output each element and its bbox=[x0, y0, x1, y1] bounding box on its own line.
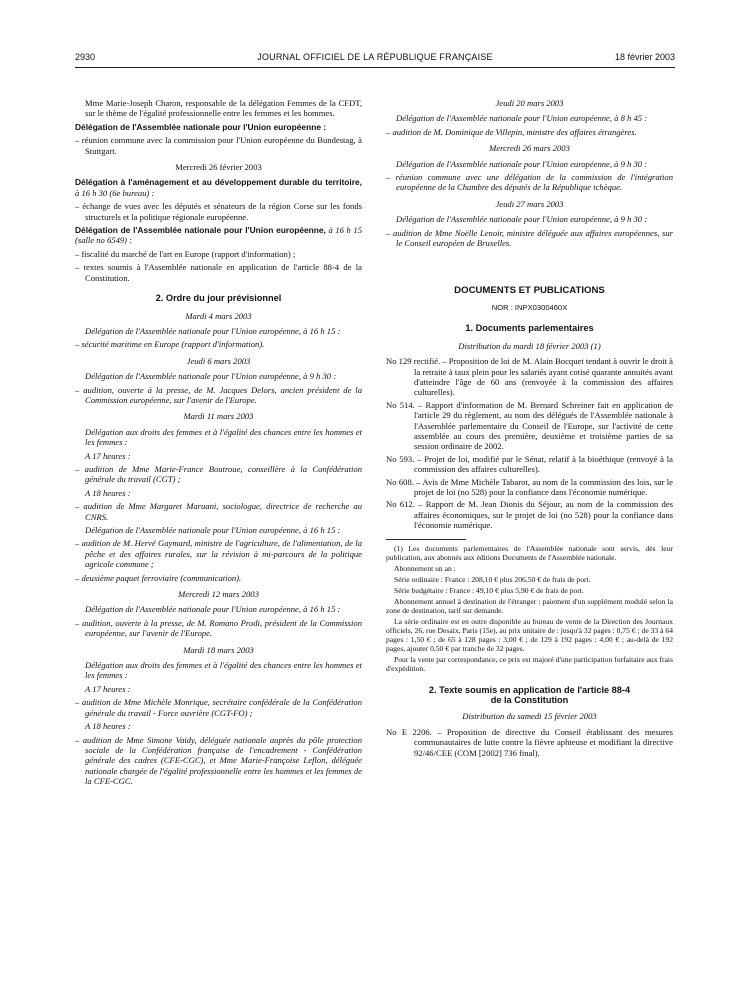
delegation-line: Délégation aux droits des femmes et à l'égalité des chances entre les hommes et les femmes : bbox=[85, 660, 362, 681]
agenda-item: – audition de M. Dominique de Villepin, ministre des affaires étrangères. bbox=[386, 126, 637, 137]
delegation-line: Délégation de l'Assemblée nationale pour l'Union européenne, à 16 h 15 : bbox=[85, 325, 341, 336]
date-heading: Mercredi 12 mars 2003 bbox=[178, 589, 259, 600]
date-heading: Mardi 11 mars 2003 bbox=[183, 411, 254, 422]
right-column bbox=[386, 98, 673, 760]
delegation-amenagement bbox=[75, 177, 362, 198]
nor-reference: NOR : INPX0300460X bbox=[491, 302, 568, 312]
distribution-line: Distribution du mardi 18 février 2003 (1) bbox=[458, 340, 601, 351]
journal-title: JOURNAL OFFICIEL DE LA RÉPUBLIQUE FRANÇAISE bbox=[257, 52, 493, 62]
agenda-item: – réunion commune avec une délégation de la commission de l'intégration européenne de la Chambre des députés de la République tchèque. bbox=[386, 172, 673, 193]
page-number: 2930 bbox=[75, 52, 96, 62]
footnote-text: La série ordinaire est en outre disponible au bureau de vente de la Direction des Journaux officiels, 26, rue Desaix, Paris (15e), au prix unitaire de : jusqu'à 32 pages : 0,75 € ; de 33 à 64 pages : 1,50 € ; de 65 à 128 pages : 3,00 € ; de 129 à 192 pages : 4,00 € ; au-delà de 192 pages, ajouter 0,50 € par tranche de 32 pages. bbox=[386, 616, 673, 653]
footnote-rule bbox=[386, 539, 466, 540]
time-label: A 18 heures : bbox=[85, 721, 131, 732]
agenda-item: – échange de vues avec les députés et sénateurs de la région Corse sur les fonds structurels et la politique régionale européenne. bbox=[75, 201, 362, 222]
date-heading: Mercredi 26 mars 2003 bbox=[489, 143, 570, 154]
footnote-text: Abonnement un an : bbox=[394, 563, 456, 573]
agenda-item: – textes soumis à l'Assemblée nationale en application de l'article 88-4 de la Constitution. bbox=[75, 262, 362, 283]
delegation-line: Délégation de l'Assemblée nationale pour l'Union européenne, à 16 h 15 : bbox=[85, 604, 341, 615]
time-label: A 17 heures : bbox=[85, 450, 131, 461]
time-label: A 18 heures : bbox=[85, 487, 131, 498]
agenda-item: – audition de Mme Margaret Maruani, sociologue, directrice de recherche au CNRS. bbox=[75, 501, 362, 522]
delegation-ue-2 bbox=[75, 225, 362, 246]
agenda-item: – audition de Mme Marie-France Boutroue, conseillère à la Confédération générale du travail (CGT) ; bbox=[75, 463, 362, 485]
agenda-item: – sécurité maritime en Europe (rapport d'information). bbox=[75, 339, 265, 350]
footnote-text: Série budgétaire : France : 49,10 € plus 5,90 € de frais de port. bbox=[394, 585, 584, 595]
agenda-item: – audition, ouverte à la presse, de M. Romano Prodi, président de la Commission européenne, sur l'avenir de l'Europe. bbox=[75, 617, 362, 639]
document-entry: No 593. – Projet de loi, modifié par le Sénat, relatif à la bioéthique (renvoyé à la commission des affaires culturelles). bbox=[386, 453, 673, 475]
delegation-ue-title: Délégation de l'Assemblée nationale pour l'Union européenne : bbox=[75, 121, 327, 132]
date-heading: Mardi 4 mars 2003 bbox=[185, 310, 252, 321]
time-label: A 17 heures : bbox=[85, 683, 131, 694]
section-title-texte-2: de la Constitution bbox=[490, 695, 569, 705]
agenda-item: – fiscalité du marché de l'art en Europe (rapport d'information) ; bbox=[75, 248, 296, 259]
section-title-ordre: 2. Ordre du jour prévisionnel bbox=[155, 293, 282, 304]
delegation-line: Délégation de l'Assemblée nationale pour l'Union européenne, à 9 h 30 : bbox=[396, 214, 648, 225]
distribution-line: Distribution du samedi 15 février 2003 bbox=[462, 711, 597, 722]
footnote bbox=[386, 544, 673, 673]
agenda-item: – deuxième paquet ferroviaire (communication). bbox=[75, 572, 242, 583]
delegation-title: Délégation à l'aménagement et au développement durable du territoire, bbox=[75, 177, 362, 188]
delegation-time: à 16 h 15 (salle no 6549) : bbox=[75, 225, 362, 246]
delegation-line: Délégation de l'Assemblée nationale pour l'Union européenne, à 16 h 15 : bbox=[85, 525, 341, 535]
document-entry: No 514. – Rapport d'information de M. Bernard Schreiner fait en application de l'article 29 du règlement, au nom des délégués de l'Assemblée nationale à l'Assemblée parlementaire du Conseil de l'Europe, sur l'activité de cette assemblée au cours des première, deuxième et troisième parties de sa session ordinaire de 2002. bbox=[386, 399, 673, 452]
footnote-text: Abonnement annuel à destination de l'étranger : paiement d'un supplément modulé selon la zone de destination, tarif sur demande. bbox=[386, 596, 673, 615]
intro-paragraph: Mme Marie-Joseph Charon, responsable de la délégation Femmes de la CFDT, sur le thème de l'égalité professionnelle entre les femmes et les hommes. bbox=[85, 98, 362, 119]
footnote-text: (1) Les documents parlementaires de l'Assemblée nationale sont servis, dès leur publication, aux abonnés aux éditions Documents de l'Assemblée nationale. bbox=[386, 543, 673, 562]
date-heading: Mercredi 26 février 2003 bbox=[175, 162, 262, 173]
issue-date: 18 février 2003 bbox=[614, 52, 675, 62]
document-entry: No 129 rectifié. – Proposition de loi de M. Alain Bocquet tendant à ouvrir le droit à la retraite à taux plein pour les salariés ayant cotisé quarante annuités avant d'atteindre l'âge de 60 ans (renvoyée à la commission des affaires culturelles). bbox=[386, 356, 673, 398]
header-rule bbox=[75, 67, 675, 68]
delegation-line: Délégation de l'Assemblée nationale pour l'Union européenne, à 9 h 30 : bbox=[85, 371, 337, 382]
agenda-item: – audition de Mme Noëlle Lenoir, ministre déléguée aux affaires européennes, sur le Conseil européen de Bruxelles. bbox=[386, 227, 673, 249]
agenda-item: – réunion commune avec la commission pour l'Union européenne du Bundestag, à Stuttgart. bbox=[75, 135, 362, 156]
footnote-text: Pour la vente par correspondance, ce prix est majoré d'une participation forfaitaire aux frais d'expédition. bbox=[386, 654, 673, 673]
document-entry: No E 2206. – Proposition de directive du Conseil établissant des mesures communautaires de lutte contre la fièvre aphteuse et modifiant la directive 92/46/CEE (COM [2002] 736 final). bbox=[386, 726, 673, 758]
delegation-line: Délégation de l'Assemblée nationale pour l'Union européenne, à 8 h 45 : bbox=[396, 113, 648, 124]
section-title-texte: 2. Texte soumis en application de l'article 88-4 bbox=[428, 684, 631, 695]
delegation-title: Délégation de l'Assemblée nationale pour l'Union européenne, bbox=[75, 225, 326, 236]
agenda-item: – audition de M. Hervé Gaymard, ministre de l'agriculture, de l'alimentation, de la pêche et des affaires rurales, sur la révision à mi-parcours de la politique agricole commune ; bbox=[75, 538, 362, 570]
agenda-item: – audition de Mme Simone Vaidy, déléguée nationale auprès du pôle protection sociale de la Confédération française de l'encadrement - Confédération générale des cadres (CFE-CGC), et Mme Marie-Françoise Leflon, déléguée nationale chargée de l'égalité professionnelle entre les hommes et les femmes de la CFE-CGC. bbox=[75, 734, 362, 787]
section-title-documents: DOCUMENTS ET PUBLICATIONS bbox=[454, 285, 605, 297]
left-column bbox=[75, 98, 362, 790]
document-entry: No 608. – Avis de Mme Michèle Tabarot, au nom de la commission des lois, sur le projet de loi (no 528) pour la confiance dans l'économie numérique. bbox=[386, 476, 673, 497]
date-heading: Mardi 18 mars 2003 bbox=[183, 644, 254, 655]
delegation-time: à 16 h 30 (6e bureau) : bbox=[75, 187, 155, 198]
agenda-item: – audition de Mme Michèle Monrique, secrétaire confédérale de la Confédération générale du travail - Force ouvrière (CGT-FO) ; bbox=[75, 697, 362, 718]
section-title-docparl: 1. Documents parlementaires bbox=[465, 323, 594, 334]
agenda-item: – audition, ouverte à la presse, de M. Jacques Delors, ancien président de la Commission européenne, sur l'avenir de l'Europe. bbox=[75, 384, 362, 405]
date-heading: Jeudi 20 mars 2003 bbox=[495, 98, 564, 108]
delegation-line: Délégation de l'Assemblée nationale pour l'Union européenne, à 9 h 30 : bbox=[396, 158, 648, 169]
date-heading: Jeudi 6 mars 2003 bbox=[186, 355, 251, 366]
page-header bbox=[75, 52, 675, 66]
footnote-text: Série ordinaire : France : 208,10 € plus 206,50 € de frais de port. bbox=[394, 574, 591, 584]
document-entry: No 612. – Rapport de M. Jean Dionis du Séjour, au nom de la commission des affaires économiques, sur le projet de loi (no 528) pour la confiance dans l'économie numérique. bbox=[386, 499, 673, 531]
delegation-line: Délégation aux droits des femmes et à l'égalité des chances entre les hommes et les femmes : bbox=[85, 426, 362, 448]
date-heading: Jeudi 27 mars 2003 bbox=[495, 198, 564, 209]
